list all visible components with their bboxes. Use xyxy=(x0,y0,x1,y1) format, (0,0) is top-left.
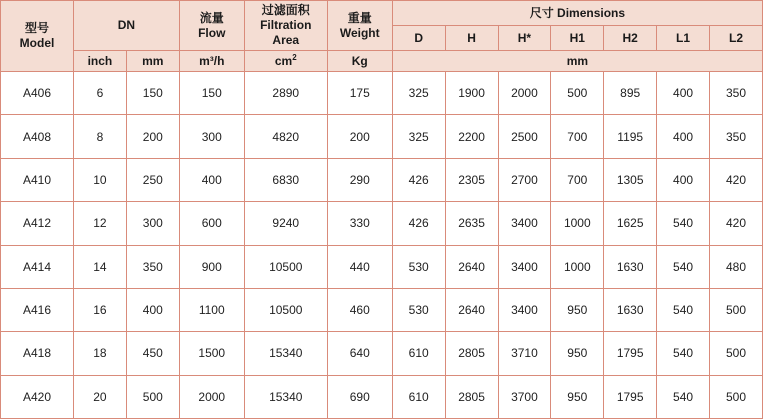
cell-weight: 460 xyxy=(327,288,392,331)
cell-model: A412 xyxy=(1,202,74,245)
cell-flow: 1100 xyxy=(179,288,244,331)
cell-flow: 900 xyxy=(179,245,244,288)
cell-dim-l2: 500 xyxy=(710,375,763,418)
table-header xyxy=(1,1,763,72)
cell-dim-l2: 480 xyxy=(710,245,763,288)
table-row xyxy=(1,202,763,245)
cell-dim-l2: 420 xyxy=(710,158,763,201)
cell-filtration-area: 15340 xyxy=(244,375,327,418)
cell-dim-h2: 1630 xyxy=(604,245,657,288)
cell-filtration-area: 4820 xyxy=(244,115,327,158)
cell-dim-h-star: 3400 xyxy=(498,202,551,245)
cell-weight: 690 xyxy=(327,375,392,418)
cell-dim-l2: 350 xyxy=(710,115,763,158)
cell-inch: 12 xyxy=(74,202,127,245)
cell-dim-h-star: 3710 xyxy=(498,332,551,375)
cell-filtration-area: 15340 xyxy=(244,332,327,375)
table-row xyxy=(1,158,763,201)
cell-weight: 440 xyxy=(327,245,392,288)
cell-dim-h1: 1000 xyxy=(551,245,604,288)
cell-dim-h: 2805 xyxy=(445,375,498,418)
cell-dim-d: 610 xyxy=(392,332,445,375)
cell-dim-h1: 700 xyxy=(551,115,604,158)
unit-dn-mm: mm xyxy=(126,51,179,72)
cell-weight: 175 xyxy=(327,72,392,115)
cell-model: A416 xyxy=(1,288,74,331)
cell-dn-mm: 500 xyxy=(126,375,179,418)
cell-dim-h: 2305 xyxy=(445,158,498,201)
unit-area-base: cm xyxy=(274,54,293,68)
header-flow-en: Flow xyxy=(198,25,226,40)
cell-dim-h2: 1305 xyxy=(604,158,657,201)
unit-weight: Kg xyxy=(327,51,392,72)
cell-dim-h2: 1795 xyxy=(604,332,657,375)
cell-dim-h-star: 3400 xyxy=(498,288,551,331)
cell-inch: 10 xyxy=(74,158,127,201)
cell-dn-mm: 350 xyxy=(126,245,179,288)
cell-dim-h: 2640 xyxy=(445,245,498,288)
header-area-en-line1: Filtration xyxy=(260,18,312,32)
header-row-units xyxy=(1,51,763,72)
cell-dim-h: 1900 xyxy=(445,72,498,115)
cell-dim-h: 2805 xyxy=(445,332,498,375)
table-body xyxy=(1,72,763,419)
cell-dim-h1: 1000 xyxy=(551,202,604,245)
cell-inch: 8 xyxy=(74,115,127,158)
cell-dim-l1: 540 xyxy=(657,375,710,418)
header-dim-h1: H1 xyxy=(551,26,604,51)
cell-dim-h2: 1630 xyxy=(604,288,657,331)
cell-filtration-area: 10500 xyxy=(244,245,327,288)
cell-filtration-area: 9240 xyxy=(244,202,327,245)
cell-dim-h2: 1795 xyxy=(604,375,657,418)
cell-dim-d: 426 xyxy=(392,158,445,201)
cell-dim-h2: 1625 xyxy=(604,202,657,245)
cell-flow: 600 xyxy=(179,202,244,245)
cell-model: A418 xyxy=(1,332,74,375)
header-model-en: Model xyxy=(19,36,55,50)
cell-model: A420 xyxy=(1,375,74,418)
cell-dim-h: 2200 xyxy=(445,115,498,158)
cell-dim-h2: 1195 xyxy=(604,115,657,158)
cell-dim-d: 530 xyxy=(392,245,445,288)
table-row xyxy=(1,288,763,331)
header-dim-l2: L2 xyxy=(710,26,763,51)
cell-dn-mm: 150 xyxy=(126,72,179,115)
header-dim-h-star: H* xyxy=(498,26,551,51)
header-filtration-area xyxy=(244,1,327,51)
header-flow-cn: 流量 xyxy=(199,10,224,25)
header-dim-l1: L1 xyxy=(657,26,710,51)
cell-dim-l1: 540 xyxy=(657,245,710,288)
cell-dim-h1: 950 xyxy=(551,288,604,331)
cell-dim-d: 325 xyxy=(392,115,445,158)
unit-area-exponent: 2 xyxy=(292,53,297,62)
cell-dim-d: 426 xyxy=(392,202,445,245)
unit-dimensions-mm: mm xyxy=(392,51,762,72)
cell-model: A414 xyxy=(1,245,74,288)
table-row xyxy=(1,72,763,115)
cell-dim-h1: 500 xyxy=(551,72,604,115)
cell-dim-h-star: 2700 xyxy=(498,158,551,201)
cell-dim-l1: 540 xyxy=(657,332,710,375)
table-row xyxy=(1,245,763,288)
cell-dim-l1: 400 xyxy=(657,115,710,158)
cell-weight: 640 xyxy=(327,332,392,375)
table-row xyxy=(1,115,763,158)
cell-dim-l1: 540 xyxy=(657,202,710,245)
cell-dim-h-star: 2500 xyxy=(498,115,551,158)
unit-inch: inch xyxy=(74,51,127,72)
cell-inch: 18 xyxy=(74,332,127,375)
cell-flow: 400 xyxy=(179,158,244,201)
unit-flow: m³/h xyxy=(179,51,244,72)
cell-dim-l1: 400 xyxy=(657,72,710,115)
cell-dim-h-star: 3700 xyxy=(498,375,551,418)
cell-dim-h1: 950 xyxy=(551,375,604,418)
cell-dn-mm: 300 xyxy=(126,202,179,245)
header-weight-cn: 重量 xyxy=(347,10,372,25)
cell-flow: 2000 xyxy=(179,375,244,418)
cell-weight: 200 xyxy=(327,115,392,158)
table-row xyxy=(1,375,763,418)
header-dim-h2: H2 xyxy=(604,26,657,51)
cell-flow: 300 xyxy=(179,115,244,158)
cell-flow: 150 xyxy=(179,72,244,115)
cell-inch: 16 xyxy=(74,288,127,331)
header-area-en-line2: Area xyxy=(272,33,300,47)
cell-inch: 20 xyxy=(74,375,127,418)
table-row xyxy=(1,332,763,375)
header-dn: DN xyxy=(74,1,180,51)
unit-area xyxy=(244,51,327,72)
cell-dim-h: 2635 xyxy=(445,202,498,245)
cell-dim-h-star: 2000 xyxy=(498,72,551,115)
cell-dim-l2: 420 xyxy=(710,202,763,245)
cell-dim-h-star: 3400 xyxy=(498,245,551,288)
cell-dim-h2: 895 xyxy=(604,72,657,115)
header-model xyxy=(1,1,74,72)
cell-dim-d: 325 xyxy=(392,72,445,115)
cell-dn-mm: 400 xyxy=(126,288,179,331)
cell-model: A406 xyxy=(1,72,74,115)
cell-filtration-area: 2890 xyxy=(244,72,327,115)
header-weight-en: Weight xyxy=(339,25,380,40)
cell-model: A408 xyxy=(1,115,74,158)
cell-dim-l2: 500 xyxy=(710,332,763,375)
header-row-primary xyxy=(1,1,763,26)
cell-dim-l2: 500 xyxy=(710,288,763,331)
cell-inch: 14 xyxy=(74,245,127,288)
cell-dim-h1: 700 xyxy=(551,158,604,201)
cell-dn-mm: 200 xyxy=(126,115,179,158)
cell-weight: 290 xyxy=(327,158,392,201)
cell-dn-mm: 250 xyxy=(126,158,179,201)
cell-dim-l1: 540 xyxy=(657,288,710,331)
cell-model: A410 xyxy=(1,158,74,201)
cell-inch: 6 xyxy=(74,72,127,115)
header-weight xyxy=(327,1,392,51)
header-model-cn: 型号 xyxy=(24,21,49,35)
cell-dim-h1: 950 xyxy=(551,332,604,375)
cell-dim-h: 2640 xyxy=(445,288,498,331)
cell-dn-mm: 450 xyxy=(126,332,179,375)
cell-filtration-area: 6830 xyxy=(244,158,327,201)
header-dim-h: H xyxy=(445,26,498,51)
cell-dim-d: 530 xyxy=(392,288,445,331)
cell-dim-d: 610 xyxy=(392,375,445,418)
header-area-cn: 过滤面积 xyxy=(261,3,310,17)
header-flow xyxy=(179,1,244,51)
cell-dim-l2: 350 xyxy=(710,72,763,115)
cell-weight: 330 xyxy=(327,202,392,245)
cell-dim-l1: 400 xyxy=(657,158,710,201)
header-dimensions: 尺寸 Dimensions xyxy=(392,1,762,26)
cell-flow: 1500 xyxy=(179,332,244,375)
header-dim-d: D xyxy=(392,26,445,51)
cell-filtration-area: 10500 xyxy=(244,288,327,331)
